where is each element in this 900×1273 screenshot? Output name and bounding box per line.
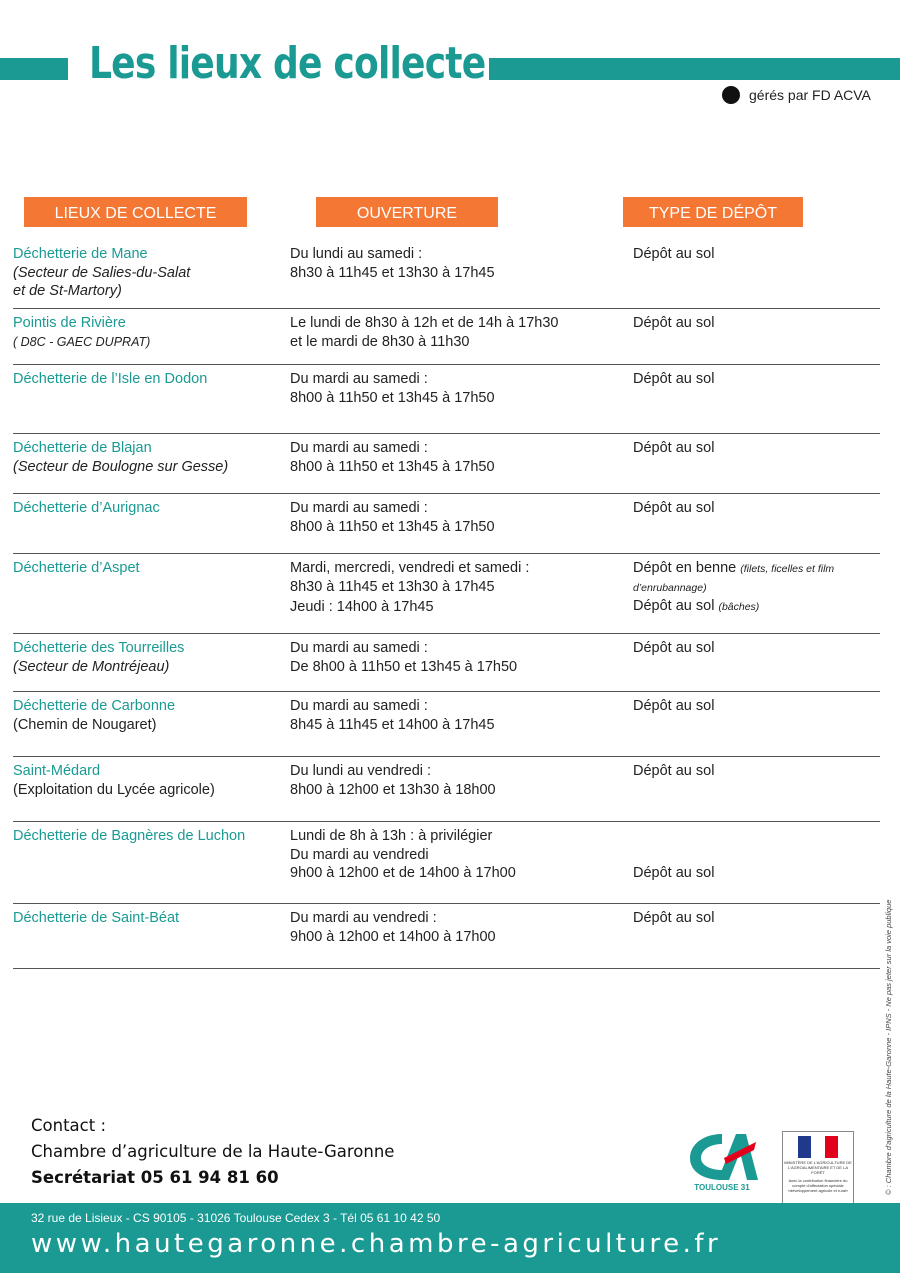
place-detail: et de St-Martory) xyxy=(13,283,122,299)
table-row xyxy=(13,494,880,554)
place-cell xyxy=(13,762,283,799)
opening-line: Du mardi au samedi : xyxy=(290,698,428,714)
title-bar-right xyxy=(489,58,900,80)
place-cell xyxy=(13,245,283,301)
opening-cell xyxy=(290,370,630,407)
place-cell xyxy=(13,909,283,928)
opening-cell xyxy=(290,639,630,676)
type-line xyxy=(633,827,880,846)
ministry-name: MINISTÈRE DE L'AGRICULTURE DE L'AGROALIMENTAIRE ET DE LA FORÊT xyxy=(784,1160,852,1175)
type-line: Dépôt au sol xyxy=(633,698,715,714)
type-line: Dépôt au sol xyxy=(633,500,715,516)
place-name: Déchetterie d’Aspet xyxy=(13,560,140,576)
opening-line: Du lundi au samedi : xyxy=(290,246,423,262)
type-sol: Dépôt au sol xyxy=(633,597,715,614)
table-row xyxy=(13,634,880,692)
table-row xyxy=(13,822,880,904)
table-row xyxy=(13,692,880,757)
type-line xyxy=(633,846,880,865)
opening-line: Du mardi au samedi : xyxy=(290,640,428,656)
place-cell xyxy=(13,314,283,351)
opening-line: 8h45 à 11h45 et 14h00 à 17h45 xyxy=(290,716,495,733)
table-row xyxy=(13,240,880,309)
place-name: Déchetterie de l’Isle en Dodon xyxy=(13,371,208,387)
type-cell xyxy=(633,499,880,518)
opening-line: Du mardi au samedi : xyxy=(290,440,428,456)
type-cell xyxy=(633,370,880,389)
footer xyxy=(0,1203,900,1273)
place-detail: ( D8C - GAEC DUPRAT) xyxy=(13,334,151,349)
opening-line: 8h00 à 11h50 et 13h45 à 17h50 xyxy=(290,458,495,475)
legend-text: gérés par FD ACVA xyxy=(749,87,871,103)
type-benne-note-2: d’enrubannage) xyxy=(633,581,707,594)
opening-cell xyxy=(290,697,630,734)
contact-phone: Secrétariat 05 61 94 81 60 xyxy=(31,1168,279,1187)
opening-cell xyxy=(290,762,630,799)
table-row xyxy=(13,365,880,434)
place-name: Déchetterie de Bagnères de Luchon xyxy=(13,828,246,844)
type-cell xyxy=(633,762,880,781)
bullet-icon xyxy=(722,86,740,104)
type-line: Dépôt au sol xyxy=(633,865,715,881)
place-detail: (Secteur de Montréjeau) xyxy=(13,658,170,675)
contact-org: Chambre d’agriculture de la Haute-Garonne xyxy=(31,1142,395,1161)
side-note: © : Chambre d'agriculture de la Haute-Garonne - IPNS - Ne pas jeter sur la voie publique xyxy=(884,899,893,1195)
opening-line: Du mardi au vendredi xyxy=(290,846,429,863)
opening-line: Lundi de 8h à 13h : à privilégier xyxy=(290,828,493,844)
type-benne-note: (filets, ficelles et film xyxy=(740,563,835,575)
opening-line: 8h00 à 12h00 et 13h30 à 18h00 xyxy=(290,781,496,798)
type-line xyxy=(633,597,880,617)
table-row xyxy=(13,434,880,494)
type-cell xyxy=(633,439,880,458)
footer-address: 32 rue de Lisieux - CS 90105 - 31026 Toulouse Cedex 3 - Tél 05 61 10 42 50 xyxy=(31,1211,441,1225)
opening-cell xyxy=(290,909,630,946)
opening-line: 8h30 à 11h45 et 13h30 à 17h45 xyxy=(290,578,495,595)
place-name: Déchetterie des Tourreilles xyxy=(13,640,185,656)
opening-cell xyxy=(290,559,630,617)
legend xyxy=(722,86,871,104)
opening-line: et le mardi de 8h30 à 11h30 xyxy=(290,333,470,350)
type-cell xyxy=(633,314,880,333)
opening-cell xyxy=(290,827,630,883)
page-title: Les lieux de collecte xyxy=(89,38,486,89)
place-cell xyxy=(13,697,283,734)
place-detail: (Chemin de Nougaret) xyxy=(13,716,157,733)
place-cell xyxy=(13,439,283,476)
opening-line: De 8h00 à 11h50 et 13h45 à 17h50 xyxy=(290,658,518,675)
opening-line: 8h00 à 11h50 et 13h45 à 17h50 xyxy=(290,518,495,535)
opening-cell xyxy=(290,245,630,282)
contact-block xyxy=(31,1113,394,1191)
place-name: Déchetterie de Mane xyxy=(13,246,148,262)
type-sol-note: (bâches) xyxy=(718,600,760,613)
type-cell xyxy=(633,559,880,616)
type-line: Dépôt au sol xyxy=(633,640,715,656)
type-cell xyxy=(633,697,880,716)
type-line xyxy=(633,559,880,579)
place-name: Déchetterie de Blajan xyxy=(13,440,152,456)
opening-cell xyxy=(290,439,630,476)
opening-line: 8h30 à 11h45 et 13h30 à 17h45 xyxy=(290,264,495,281)
type-line: Dépôt au sol xyxy=(633,910,715,926)
place-detail: (Secteur de Salies-du-Salat xyxy=(13,264,191,281)
table-row xyxy=(13,757,880,822)
contact-label: Contact : xyxy=(31,1116,106,1135)
opening-line: 8h00 à 11h50 et 13h45 à 17h50 xyxy=(290,389,495,406)
french-flag-icon xyxy=(798,1136,838,1158)
table-row xyxy=(13,554,880,634)
place-cell xyxy=(13,639,283,676)
opening-line: Du mardi au samedi : xyxy=(290,500,428,516)
place-cell xyxy=(13,827,283,846)
type-benne: Dépôt en benne xyxy=(633,560,737,576)
opening-line: Le lundi de 8h30 à 12h et de 14h à 17h30 xyxy=(290,315,559,331)
type-cell xyxy=(633,909,880,928)
ministry-note: Avec la contribution financière du compte d'affectation spéciale «développement agricole et rural» xyxy=(787,1178,849,1193)
opening-cell xyxy=(290,314,630,351)
type-line: Dépôt au sol xyxy=(633,371,715,387)
header-places: LIEUX DE COLLECTE xyxy=(24,197,247,227)
opening-line: Du lundi au vendredi : xyxy=(290,763,432,779)
type-cell xyxy=(633,827,880,883)
collection-table xyxy=(13,240,880,969)
header-type: TYPE DE DÉPÔT xyxy=(623,197,803,227)
opening-line: 9h00 à 12h00 et de 14h00 à 17h00 xyxy=(290,865,516,881)
type-line: Dépôt au sol xyxy=(633,246,715,262)
type-cell xyxy=(633,639,880,658)
opening-line: 9h00 à 12h00 et 14h00 à 17h00 xyxy=(290,928,496,945)
opening-line: Jeudi : 14h00 à 17h45 xyxy=(290,599,434,615)
type-cell xyxy=(633,245,880,264)
table-row xyxy=(13,904,880,969)
opening-line: Mardi, mercredi, vendredi et samedi : xyxy=(290,560,530,576)
type-line: Dépôt au sol xyxy=(633,763,715,779)
place-name: Déchetterie d’Aurignac xyxy=(13,500,160,516)
place-detail: (Exploitation du Lycée agricole) xyxy=(13,781,215,798)
type-line: Dépôt au sol xyxy=(633,315,715,331)
place-name: Pointis de Rivière xyxy=(13,315,126,331)
opening-line: Du mardi au vendredi : xyxy=(290,910,437,926)
opening-cell xyxy=(290,499,630,536)
place-detail: (Secteur de Boulogne sur Gesse) xyxy=(13,458,229,475)
title-bar-left xyxy=(0,58,68,80)
header-opening: OUVERTURE xyxy=(316,197,498,227)
place-cell xyxy=(13,559,283,578)
footer-url[interactable]: www.hautegaronne.chambre-agriculture.fr xyxy=(31,1229,722,1259)
opening-line: Du mardi au samedi : xyxy=(290,371,428,387)
place-cell xyxy=(13,499,283,518)
place-cell xyxy=(13,370,283,389)
type-line: Dépôt au sol xyxy=(633,440,715,456)
place-name: Déchetterie de Saint-Béat xyxy=(13,910,180,926)
place-name: Déchetterie de Carbonne xyxy=(13,698,176,714)
table-row xyxy=(13,309,880,365)
place-name: Saint-Médard xyxy=(13,763,101,779)
credit-agricole-name: TOULOUSE 31 xyxy=(694,1183,750,1192)
